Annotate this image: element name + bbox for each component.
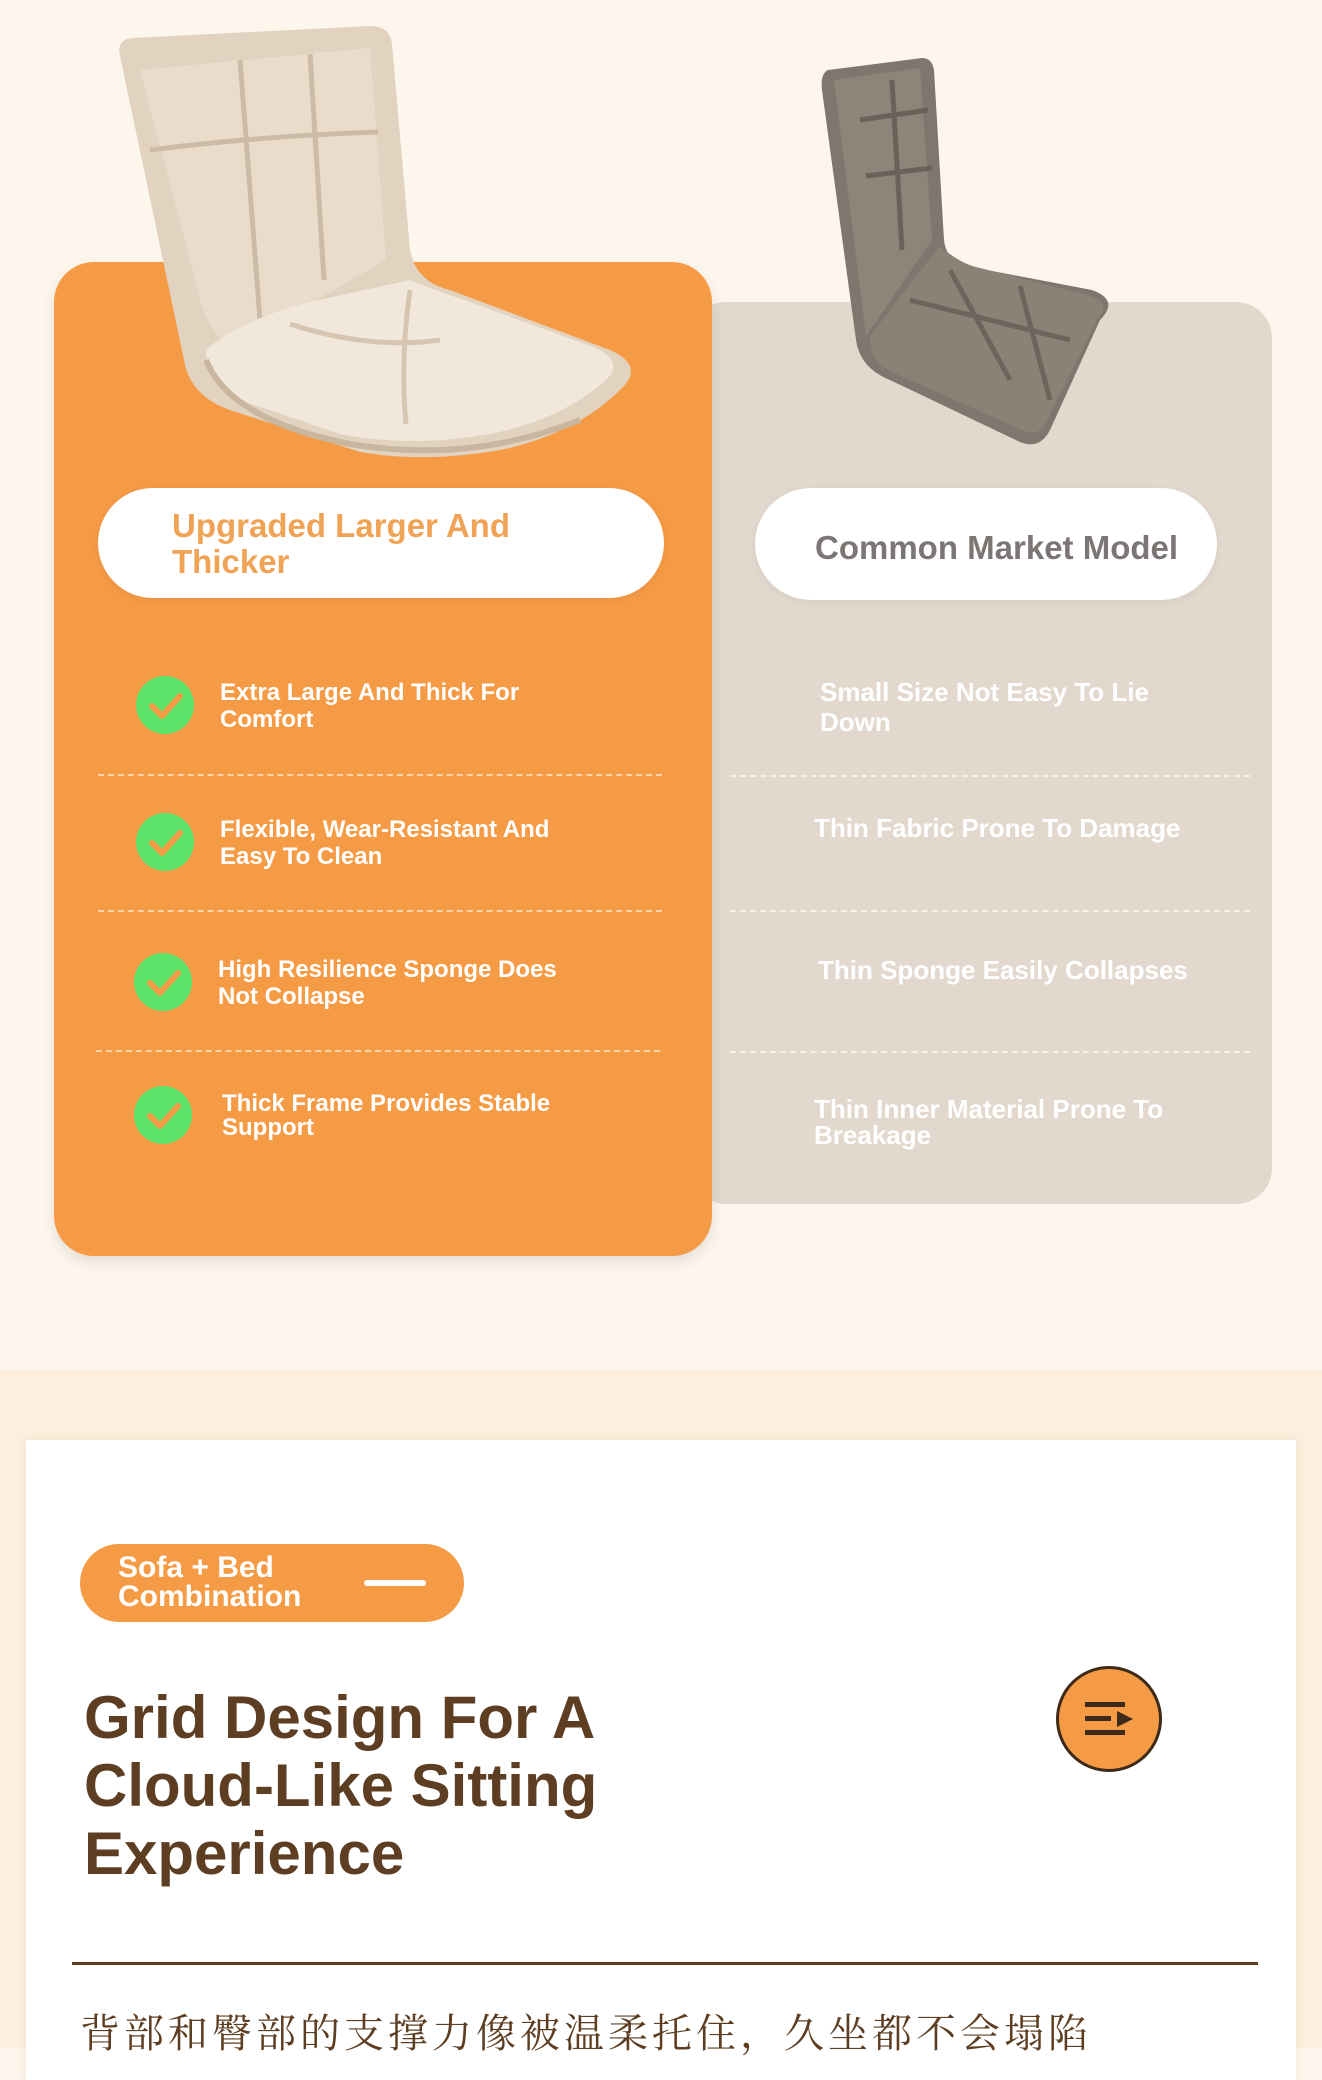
- divider: [98, 910, 662, 912]
- upgraded-feature-3: High Resilience Sponge Does Not Collapse: [218, 956, 557, 1010]
- divider: [730, 910, 1250, 912]
- common-chair-image: [800, 50, 1160, 450]
- upgraded-feature-1: Extra Large And Thick For Comfort: [220, 679, 520, 733]
- divider: [730, 1051, 1250, 1053]
- check-circle-icon: [136, 676, 194, 734]
- category-badge-label: Sofa + Bed Combination: [118, 1551, 302, 1613]
- upgraded-chair-image: [110, 20, 650, 460]
- upgraded-feature-4: Thick Frame Provides Stable Support: [222, 1090, 551, 1141]
- feature-description: 背部和臀部的支撑力像被温柔托住，久坐都不会塌陷: [80, 2012, 1092, 2056]
- divider: [96, 1050, 660, 1052]
- divider: [98, 774, 662, 776]
- common-feature-1: Small Size Not Easy To Lie Down: [820, 677, 1149, 737]
- upgraded-feature-2: Flexible, Wear-Resistant And Easy To Clean: [220, 816, 550, 870]
- common-feature-3: Thin Sponge Easily Collapses: [818, 955, 1188, 985]
- check-circle-icon: [136, 813, 194, 871]
- badge-dash-decoration: [364, 1580, 426, 1586]
- common-feature-4: Thin Inner Material Prone To Breakage: [814, 1094, 1164, 1150]
- common-feature-2: Thin Fabric Prone To Damage: [814, 813, 1181, 843]
- feature-headline: Grid Design For A Cloud-Like Sitting Experience: [84, 1684, 598, 1887]
- divider: [730, 775, 1250, 777]
- check-circle-icon: [134, 1086, 192, 1144]
- upgraded-title: Upgraded Larger And Thicker: [172, 507, 510, 580]
- common-title: Common Market Model: [815, 529, 1179, 566]
- list-play-icon[interactable]: [1056, 1666, 1162, 1772]
- section-divider: [72, 1962, 1258, 1965]
- check-circle-icon: [134, 953, 192, 1011]
